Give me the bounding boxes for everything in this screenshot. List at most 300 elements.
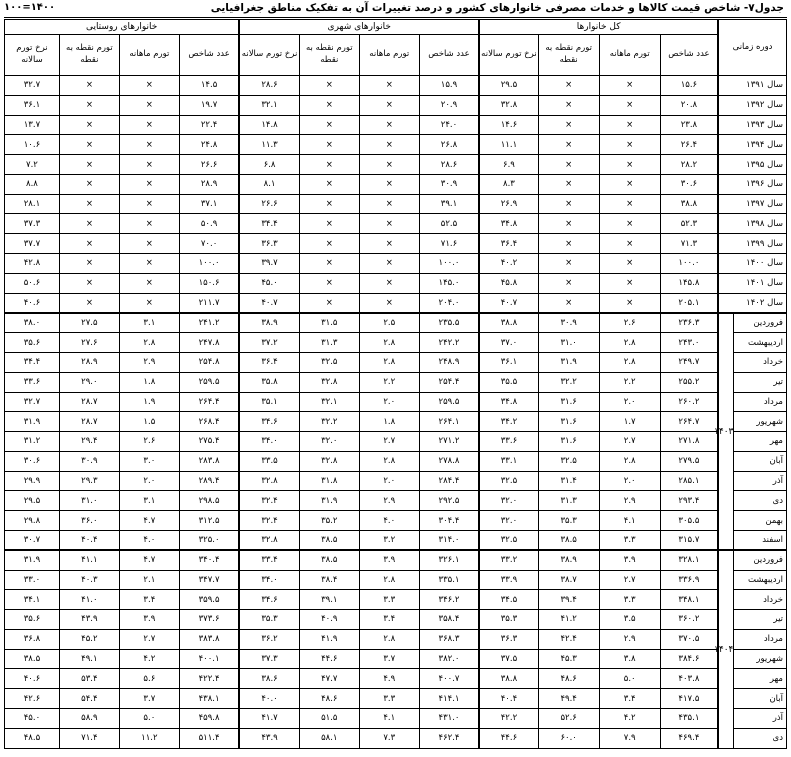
- value-cell: ۳۳.۹: [479, 570, 538, 590]
- value-cell: ۷.۳: [359, 728, 419, 748]
- value-cell: ۲۷۵.۴: [179, 432, 239, 452]
- value-cell: ۲۶.۶: [239, 194, 299, 214]
- value-cell: ۳۲.۸: [239, 471, 299, 491]
- value-cell: ×: [59, 234, 119, 254]
- value-cell: ۲۷.۶: [59, 333, 119, 353]
- value-cell: ۴۵.۳: [538, 649, 599, 669]
- table-row: [5, 234, 787, 254]
- value-cell: ۲.۹: [599, 491, 660, 511]
- value-cell: ۳۲.۲: [299, 412, 359, 432]
- value-cell: ×: [359, 254, 419, 274]
- value-cell: ۴۳.۹: [239, 728, 299, 748]
- value-cell: ۲.۱: [119, 570, 179, 590]
- value-cell: ۳۲۵.۰: [179, 530, 239, 550]
- month-label: تیر: [734, 372, 787, 392]
- value-cell: ۳۵.۲: [299, 511, 359, 531]
- value-cell: ۲۷۱.۸: [660, 432, 718, 452]
- value-cell: ۲۴۸.۹: [419, 352, 479, 372]
- value-cell: ۳۲.۸: [299, 451, 359, 471]
- table-row: [5, 392, 787, 412]
- value-cell: ۴۰.۶: [5, 669, 60, 689]
- value-cell: ۴۰.۶: [5, 293, 60, 313]
- value-cell: ۲۸۹.۴: [179, 471, 239, 491]
- table-row: [5, 254, 787, 274]
- value-cell: ۲.۹: [599, 629, 660, 649]
- value-cell: ۳۵.۳: [479, 610, 538, 630]
- row-label: سال ۱۳۹۵: [718, 155, 786, 175]
- value-cell: ۴۰.۷: [479, 293, 538, 313]
- column-header: تورم ماهانه: [359, 35, 419, 76]
- month-label: مرداد: [734, 392, 787, 412]
- value-cell: ۱۰۰.۰: [419, 254, 479, 274]
- value-cell: ×: [599, 273, 660, 293]
- value-cell: ۳.۴: [359, 610, 419, 630]
- value-cell: ×: [59, 135, 119, 155]
- table-row: [5, 709, 787, 729]
- base-year-note: ۱۴۰۰=۱۰۰: [4, 2, 56, 13]
- value-cell: ×: [599, 95, 660, 115]
- value-cell: ۳۸.۹: [239, 313, 299, 333]
- table-row: [5, 135, 787, 155]
- value-cell: ۳۲۸.۱: [660, 550, 718, 570]
- table-row: [5, 293, 787, 313]
- value-cell: ۳۶.۳: [239, 234, 299, 254]
- value-cell: ۲۰.۸: [660, 95, 718, 115]
- value-cell: ×: [59, 174, 119, 194]
- value-cell: ۳۹.۷: [239, 254, 299, 274]
- value-cell: ۲۹.۸: [5, 511, 60, 531]
- value-cell: ۲۱۱.۷: [179, 293, 239, 313]
- value-cell: ۲۹.۳: [59, 471, 119, 491]
- value-cell: ×: [599, 155, 660, 175]
- value-cell: ×: [119, 76, 179, 96]
- value-cell: ۲۶۸.۴: [179, 412, 239, 432]
- value-cell: ۳۱.۵: [299, 313, 359, 333]
- value-cell: ۲۸.۲: [660, 155, 718, 175]
- value-cell: ۳۲۶.۱: [419, 550, 479, 570]
- value-cell: ۶۰.۰: [538, 728, 599, 748]
- value-cell: ۴۲۲.۴: [179, 669, 239, 689]
- value-cell: ۷۱.۴: [59, 728, 119, 748]
- value-cell: ۴۰.۰: [239, 689, 299, 709]
- value-cell: ۲۸۴.۴: [419, 471, 479, 491]
- value-cell: ×: [599, 76, 660, 96]
- value-cell: ۱.۹: [119, 392, 179, 412]
- month-label: اردیبهشت: [734, 570, 787, 590]
- column-header: تورم ماهانه: [599, 35, 660, 76]
- value-cell: ۲.۲: [599, 372, 660, 392]
- value-cell: ۲.۵: [359, 313, 419, 333]
- value-cell: ۳۲.۵: [479, 471, 538, 491]
- value-cell: ۲۰۵.۱: [660, 293, 718, 313]
- value-cell: ۳۱.۳: [538, 491, 599, 511]
- value-cell: ×: [59, 293, 119, 313]
- value-cell: ۳۴.۸: [479, 214, 538, 234]
- value-cell: ۴۰.۴: [59, 530, 119, 550]
- value-cell: ۲۵۵.۲: [660, 372, 718, 392]
- value-cell: ×: [538, 135, 599, 155]
- value-cell: ۳۰.۷: [5, 530, 60, 550]
- value-cell: ۴۰.۹: [299, 610, 359, 630]
- value-cell: ۲۶۰.۲: [660, 392, 718, 412]
- value-cell: ۳۸.۵: [538, 530, 599, 550]
- value-cell: ۴۲.۲: [479, 709, 538, 729]
- value-cell: ۲۴.۰: [419, 115, 479, 135]
- table-row: [5, 273, 787, 293]
- value-cell: ۳۰.۹: [419, 174, 479, 194]
- value-cell: ۴.۰: [359, 511, 419, 531]
- value-cell: ۴۵.۲: [59, 629, 119, 649]
- value-cell: ۴۸.۶: [299, 689, 359, 709]
- value-cell: ۲.۰: [359, 471, 419, 491]
- value-cell: ×: [299, 135, 359, 155]
- value-cell: ۴۵.۰: [5, 709, 60, 729]
- value-cell: ۵۱۱.۴: [179, 728, 239, 748]
- group-header-rural: خانوارهای روستایی: [5, 20, 240, 35]
- column-header: نرخ تورم سالانه: [5, 35, 60, 76]
- value-cell: ۳۸۳.۸: [179, 629, 239, 649]
- value-cell: ۱۴۵.۰: [419, 273, 479, 293]
- value-cell: ۳.۴: [119, 590, 179, 610]
- value-cell: ۲۴.۸: [179, 135, 239, 155]
- value-cell: ۲۶۴.۴: [179, 392, 239, 412]
- table-row: [5, 491, 787, 511]
- value-cell: ۳۴۸.۱: [660, 590, 718, 610]
- value-cell: ۳۳.۲: [479, 550, 538, 570]
- column-header: نرخ تورم سالانه: [239, 35, 299, 76]
- month-label: دی: [734, 491, 787, 511]
- value-cell: ×: [359, 76, 419, 96]
- value-cell: ۱۴.۵: [179, 76, 239, 96]
- value-cell: ۲۵۹.۵: [179, 372, 239, 392]
- column-header: تورم نقطه به نقطه: [299, 35, 359, 76]
- value-cell: ×: [538, 234, 599, 254]
- value-cell: ۲۹.۵: [479, 76, 538, 96]
- value-cell: ۳۲.۸: [239, 530, 299, 550]
- value-cell: ۳.۳: [599, 590, 660, 610]
- value-cell: ×: [599, 174, 660, 194]
- value-cell: ۳۸.۸: [479, 313, 538, 333]
- value-cell: ۳۵.۶: [5, 610, 60, 630]
- table-row: [5, 155, 787, 175]
- value-cell: ×: [599, 214, 660, 234]
- value-cell: ×: [119, 293, 179, 313]
- value-cell: ۳۱.۳: [299, 333, 359, 353]
- value-cell: ۲۷۱.۲: [419, 432, 479, 452]
- value-cell: ۲۶.۴: [660, 135, 718, 155]
- value-cell: ۴۱.۱: [59, 550, 119, 570]
- value-cell: ۳.۴: [599, 689, 660, 709]
- value-cell: ۱۵.۹: [419, 76, 479, 96]
- value-cell: ۱.۵: [119, 412, 179, 432]
- value-cell: ۳۴.۶: [239, 590, 299, 610]
- value-cell: ۳۶.۰: [59, 511, 119, 531]
- month-label: مهر: [734, 669, 787, 689]
- value-cell: ۴۰۰.۱: [179, 649, 239, 669]
- value-cell: ۳۴.۸: [479, 392, 538, 412]
- value-cell: ۵۰.۶: [5, 273, 60, 293]
- value-cell: ۴۵.۸: [479, 273, 538, 293]
- value-cell: ۳۱.۲: [5, 432, 60, 452]
- value-cell: ۴۳۸.۱: [179, 689, 239, 709]
- value-cell: ×: [119, 214, 179, 234]
- value-cell: ۳۸.۶: [239, 669, 299, 689]
- value-cell: ×: [299, 234, 359, 254]
- value-cell: ۴۲.۶: [5, 689, 60, 709]
- value-cell: ۳۸.۵: [299, 550, 359, 570]
- value-cell: ۱.۷: [599, 412, 660, 432]
- value-cell: ۳۳.۶: [5, 372, 60, 392]
- value-cell: ۳۴.۰: [239, 432, 299, 452]
- value-cell: ۷۱.۳: [660, 234, 718, 254]
- value-cell: ۲.۰: [599, 471, 660, 491]
- value-cell: ۴۳۵.۱: [660, 709, 718, 729]
- value-cell: ۱۴.۶: [479, 115, 538, 135]
- value-cell: ۲.۰: [119, 471, 179, 491]
- value-cell: ۳.۵: [599, 610, 660, 630]
- value-cell: ×: [119, 95, 179, 115]
- value-cell: ۳۱.۸: [299, 471, 359, 491]
- value-cell: ۵.۰: [599, 669, 660, 689]
- value-cell: ۵۲.۶: [538, 709, 599, 729]
- value-cell: ۲۶.۶: [179, 155, 239, 175]
- table-row: [5, 530, 787, 550]
- value-cell: ۳۶.۲: [239, 629, 299, 649]
- value-cell: ۳۳.۰: [5, 570, 60, 590]
- value-cell: ۳۶۰.۲: [660, 610, 718, 630]
- value-cell: ۴۴.۶: [479, 728, 538, 748]
- value-cell: ×: [59, 76, 119, 96]
- value-cell: ×: [119, 194, 179, 214]
- value-cell: ۱۰۰.۰: [660, 254, 718, 274]
- table-row: [5, 669, 787, 689]
- table-row: [5, 313, 787, 333]
- value-cell: ۳۸۴.۶: [660, 649, 718, 669]
- value-cell: ×: [59, 254, 119, 274]
- value-cell: ۴۰.۳: [59, 570, 119, 590]
- month-label: تیر: [734, 610, 787, 630]
- month-label: آذر: [734, 709, 787, 729]
- value-cell: ×: [359, 273, 419, 293]
- value-cell: ۲۴۳.۰: [660, 333, 718, 353]
- value-cell: ×: [538, 293, 599, 313]
- value-cell: ۵۸.۱: [299, 728, 359, 748]
- value-cell: ۱.۸: [359, 412, 419, 432]
- value-cell: ۴۱.۷: [239, 709, 299, 729]
- value-cell: ۲۹۳.۴: [660, 491, 718, 511]
- value-cell: ۳۷.۱: [179, 194, 239, 214]
- value-cell: ۷۱.۶: [419, 234, 479, 254]
- value-cell: ۳۷.۷: [5, 234, 60, 254]
- value-cell: ۳۲.۱: [239, 95, 299, 115]
- value-cell: ۲۴۹.۷: [660, 352, 718, 372]
- value-cell: ۴۲.۴: [538, 629, 599, 649]
- value-cell: ۲۶.۹: [479, 194, 538, 214]
- value-cell: ۴۷.۷: [299, 669, 359, 689]
- value-cell: ۲۸.۶: [239, 76, 299, 96]
- value-cell: ۷.۹: [599, 728, 660, 748]
- value-cell: ۳۶.۱: [5, 95, 60, 115]
- value-cell: ۳۷۳.۶: [179, 610, 239, 630]
- value-cell: ×: [59, 115, 119, 135]
- value-cell: ۴۹.۴: [538, 689, 599, 709]
- value-cell: ۳۲.۴: [239, 491, 299, 511]
- value-cell: ۴۰۰.۷: [419, 669, 479, 689]
- value-cell: ۳۵۹.۵: [179, 590, 239, 610]
- row-label: سال ۱۳۹۷: [718, 194, 786, 214]
- value-cell: ۲۵۴.۴: [419, 372, 479, 392]
- value-cell: ۲۸۵.۱: [660, 471, 718, 491]
- value-cell: ×: [359, 115, 419, 135]
- value-cell: ۴۰۳.۸: [660, 669, 718, 689]
- value-cell: ×: [59, 273, 119, 293]
- value-cell: ×: [599, 115, 660, 135]
- value-cell: ×: [59, 214, 119, 234]
- value-cell: ×: [119, 254, 179, 274]
- value-cell: ×: [538, 254, 599, 274]
- month-label: آبان: [734, 689, 787, 709]
- value-cell: ۴۸.۶: [538, 669, 599, 689]
- value-cell: ×: [359, 234, 419, 254]
- value-cell: ۳۵.۸: [239, 372, 299, 392]
- value-cell: ×: [299, 95, 359, 115]
- value-cell: ۱۱.۳: [239, 135, 299, 155]
- value-cell: ×: [538, 194, 599, 214]
- value-cell: ۴.۱: [599, 511, 660, 531]
- value-cell: ۵.۶: [119, 669, 179, 689]
- month-label: مهر: [734, 432, 787, 452]
- value-cell: ×: [538, 95, 599, 115]
- value-cell: ۴.۷: [119, 550, 179, 570]
- value-cell: ۱۴۵.۸: [660, 273, 718, 293]
- value-cell: ۲.۹: [359, 491, 419, 511]
- table-row: [5, 352, 787, 372]
- value-cell: ×: [538, 115, 599, 135]
- table-row: [5, 550, 787, 570]
- value-cell: ۳۷.۰: [479, 333, 538, 353]
- value-cell: ۳۱۵.۷: [660, 530, 718, 550]
- group-header-urban: خانوارهای شهری: [239, 20, 479, 35]
- value-cell: ۳۰.۹: [59, 451, 119, 471]
- value-cell: ۷.۲: [5, 155, 60, 175]
- value-cell: ۳۳۶.۹: [660, 570, 718, 590]
- title-rule: [4, 17, 787, 18]
- value-cell: ۱.۸: [119, 372, 179, 392]
- value-cell: ×: [538, 155, 599, 175]
- value-cell: ۲.۷: [119, 629, 179, 649]
- value-cell: ۳۱.۶: [538, 412, 599, 432]
- value-cell: ۳۳.۶: [479, 432, 538, 452]
- value-cell: ۳۲.۰: [479, 491, 538, 511]
- value-cell: ۴.۷: [119, 511, 179, 531]
- value-cell: ×: [599, 293, 660, 313]
- year-label: ۱۴۰۴: [718, 550, 734, 748]
- value-cell: ۴.۱: [359, 709, 419, 729]
- value-cell: ۳.۳: [599, 530, 660, 550]
- value-cell: ۲۸.۷: [59, 412, 119, 432]
- value-cell: ۴۸.۵: [5, 728, 60, 748]
- value-cell: ۱۳.۷: [5, 115, 60, 135]
- value-cell: ۲.۸: [599, 451, 660, 471]
- value-cell: ۳.۷: [119, 689, 179, 709]
- value-cell: ۴۹.۱: [59, 649, 119, 669]
- value-cell: ۳۲.۸: [299, 372, 359, 392]
- value-cell: ۴۶۹.۴: [660, 728, 718, 748]
- table-row: [5, 629, 787, 649]
- value-cell: ۳۲.۵: [538, 451, 599, 471]
- value-cell: ۲۴۱.۲: [179, 313, 239, 333]
- value-cell: ۳۳۵.۱: [419, 570, 479, 590]
- value-cell: ۴.۰: [119, 530, 179, 550]
- value-cell: ۳.۱: [119, 313, 179, 333]
- value-cell: ۵۳.۴: [59, 669, 119, 689]
- month-label: آبان: [734, 451, 787, 471]
- value-cell: ۳۹.۱: [419, 194, 479, 214]
- value-cell: ۳۱.۴: [538, 471, 599, 491]
- value-cell: ۱۰.۶: [5, 135, 60, 155]
- value-cell: ۲.۲: [359, 372, 419, 392]
- table-row: [5, 115, 787, 135]
- row-label: سال ۱۴۰۱: [718, 273, 786, 293]
- value-cell: ۳۰.۹: [538, 313, 599, 333]
- column-header: تورم ماهانه: [119, 35, 179, 76]
- value-cell: ۵۰.۹: [179, 214, 239, 234]
- value-cell: ۴۲.۸: [5, 254, 60, 274]
- value-cell: ۳.۰: [119, 451, 179, 471]
- value-cell: ۳۶.۸: [5, 629, 60, 649]
- table-row: [5, 689, 787, 709]
- value-cell: ×: [599, 254, 660, 274]
- month-label: فروردین: [734, 550, 787, 570]
- value-cell: ۳۱۴.۰: [419, 530, 479, 550]
- value-cell: ×: [538, 174, 599, 194]
- value-cell: ۳۱۲.۵: [179, 511, 239, 531]
- cpi-table: [4, 19, 787, 749]
- table-row: [5, 76, 787, 96]
- value-cell: ×: [359, 174, 419, 194]
- month-label: خرداد: [734, 590, 787, 610]
- value-cell: ۳۸.۷: [538, 570, 599, 590]
- value-cell: ۲.۸: [359, 570, 419, 590]
- value-cell: ×: [59, 95, 119, 115]
- value-cell: ۴۱.۲: [538, 610, 599, 630]
- value-cell: ۲۷۹.۵: [660, 451, 718, 471]
- table-row: [5, 95, 787, 115]
- value-cell: ۳۴۶.۲: [419, 590, 479, 610]
- value-cell: ×: [538, 76, 599, 96]
- value-cell: ۳۱.۶: [538, 432, 599, 452]
- value-cell: ۴.۲: [119, 649, 179, 669]
- value-cell: ۳.۳: [359, 590, 419, 610]
- value-cell: ۴.۹: [359, 669, 419, 689]
- value-cell: ۲۵۹.۵: [419, 392, 479, 412]
- value-cell: ×: [119, 155, 179, 175]
- value-cell: ×: [299, 293, 359, 313]
- value-cell: ۳۴۷.۷: [179, 570, 239, 590]
- period-header: دوره زمانی: [718, 20, 786, 76]
- value-cell: ۱۵۰.۶: [179, 273, 239, 293]
- value-cell: ۲۶۴.۱: [419, 412, 479, 432]
- value-cell: ۵۸.۹: [59, 709, 119, 729]
- value-cell: ×: [599, 194, 660, 214]
- month-label: مرداد: [734, 629, 787, 649]
- value-cell: ۳۴.۶: [239, 412, 299, 432]
- value-cell: ۲۹.۰: [59, 372, 119, 392]
- value-cell: ۸.۱: [239, 174, 299, 194]
- value-cell: ۳.۱: [119, 491, 179, 511]
- value-cell: ۳.۲: [359, 530, 419, 550]
- value-cell: ۴۵۹.۸: [179, 709, 239, 729]
